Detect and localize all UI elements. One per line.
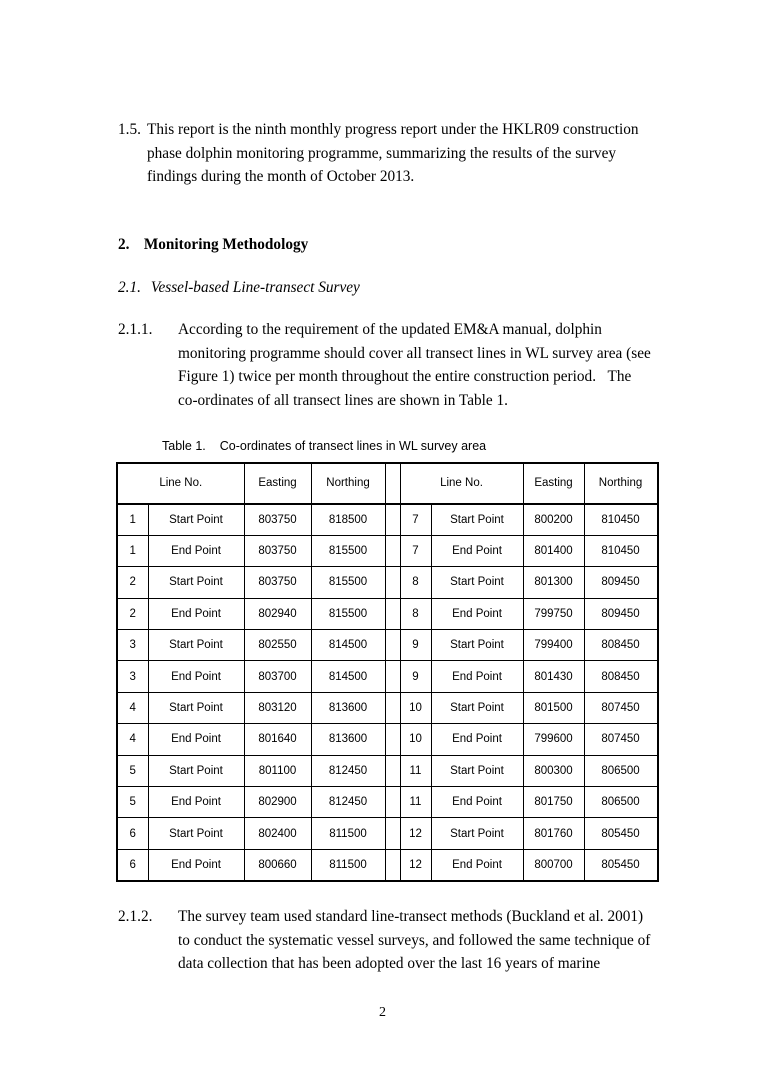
point-type: End Point (148, 787, 244, 818)
spacer-cell (385, 787, 400, 818)
point-type: Start Point (431, 755, 523, 786)
paragraph-number: 1.5. (118, 121, 141, 138)
paragraph-line: The survey team used standard line-transect methods (Buckland et al. 2001) (178, 908, 644, 925)
point-type: Start Point (148, 567, 244, 598)
northing-value: 815500 (311, 598, 385, 629)
page-number: 2 (379, 1005, 386, 1020)
line-number: 8 (400, 598, 431, 629)
paragraph-line: Figure 1) twice per month throughout the entire construction period. The (178, 368, 632, 385)
paragraph-2-1-2 (118, 905, 663, 976)
northing-value: 813600 (311, 692, 385, 723)
point-type: Start Point (148, 755, 244, 786)
line-number: 10 (400, 724, 431, 755)
line-number: 9 (400, 661, 431, 692)
header-easting: Easting (523, 463, 584, 503)
point-type: End Point (148, 849, 244, 880)
easting-value: 801430 (523, 661, 584, 692)
line-number: 1 (117, 504, 148, 535)
northing-value: 810450 (584, 535, 658, 566)
easting-value: 801100 (244, 755, 311, 786)
point-type: Start Point (148, 504, 244, 535)
spacer-cell (385, 755, 400, 786)
point-type: End Point (148, 661, 244, 692)
northing-value: 812450 (311, 755, 385, 786)
paragraph-line: findings during the month of October 2013. (147, 168, 415, 185)
line-number: 6 (117, 849, 148, 880)
header-northing: Northing (584, 463, 658, 503)
table-row (117, 755, 658, 786)
spacer-cell (385, 567, 400, 598)
spacer-cell (385, 598, 400, 629)
table-row (117, 567, 658, 598)
header-easting: Easting (244, 463, 311, 503)
paragraph-1-5 (118, 118, 678, 189)
table-row (117, 787, 658, 818)
northing-value: 813600 (311, 724, 385, 755)
easting-value: 803750 (244, 567, 311, 598)
point-type: End Point (431, 598, 523, 629)
line-number: 2 (117, 598, 148, 629)
spacer-cell (385, 724, 400, 755)
line-number: 3 (117, 630, 148, 661)
paragraph-number: 2.1.1. (118, 321, 153, 338)
header-spacer (385, 463, 400, 503)
header-northing: Northing (311, 463, 385, 503)
easting-value: 801750 (523, 787, 584, 818)
easting-value: 801640 (244, 724, 311, 755)
point-type: End Point (431, 535, 523, 566)
point-type: End Point (148, 724, 244, 755)
northing-value: 805450 (584, 818, 658, 849)
table-row (117, 630, 658, 661)
table-label: Table 1. (162, 439, 206, 453)
point-type: Start Point (431, 504, 523, 535)
paragraph-line: co-ordinates of all transect lines are shown in Table 1. (178, 391, 508, 409)
table-row (117, 504, 658, 535)
northing-value: 814500 (311, 661, 385, 692)
easting-value: 799600 (523, 724, 584, 755)
northing-value: 815500 (311, 567, 385, 598)
spacer-cell (385, 692, 400, 723)
northing-value: 809450 (584, 598, 658, 629)
easting-value: 800660 (244, 849, 311, 880)
northing-value: 814500 (311, 630, 385, 661)
easting-value: 799400 (523, 630, 584, 661)
line-number: 11 (400, 755, 431, 786)
northing-value: 810450 (584, 504, 658, 535)
line-number: 7 (400, 504, 431, 535)
line-number: 1 (117, 535, 148, 566)
northing-value: 811500 (311, 818, 385, 849)
section-heading (118, 233, 308, 257)
line-number: 9 (400, 630, 431, 661)
point-type: Start Point (148, 630, 244, 661)
table-row (117, 724, 658, 755)
line-number: 12 (400, 849, 431, 880)
paragraph-line: phase dolphin monitoring programme, summarizing the results of the survey (147, 144, 617, 162)
line-number: 2 (117, 567, 148, 598)
point-type: End Point (148, 598, 244, 629)
easting-value: 800200 (523, 504, 584, 535)
northing-value: 807450 (584, 724, 658, 755)
subsection-number: 2.1. (118, 279, 141, 296)
point-type: End Point (431, 849, 523, 880)
easting-value: 802550 (244, 630, 311, 661)
northing-value: 809450 (584, 567, 658, 598)
paragraph-2-1-1 (118, 318, 663, 412)
table-row (117, 535, 658, 566)
easting-value: 799750 (523, 598, 584, 629)
point-type: Start Point (431, 818, 523, 849)
line-number: 12 (400, 818, 431, 849)
easting-value: 801400 (523, 535, 584, 566)
paragraph-line: to conduct the systematic vessel surveys, and followed the same technique of (178, 931, 651, 949)
section-title: Monitoring Methodology (143, 236, 309, 253)
line-number: 3 (117, 661, 148, 692)
table-caption (162, 439, 486, 453)
easting-value: 800300 (523, 755, 584, 786)
table-row (117, 818, 658, 849)
paragraph-line: According to the requirement of the updated EM&A manual, dolphin (178, 321, 602, 338)
northing-value: 811500 (311, 849, 385, 880)
northing-value: 818500 (311, 504, 385, 535)
table-caption-text: Co-ordinates of transect lines in WL survey area (219, 439, 487, 453)
easting-value: 802940 (244, 598, 311, 629)
northing-value: 806500 (584, 787, 658, 818)
subsection-heading (118, 276, 360, 300)
table-row (117, 692, 658, 723)
easting-value: 802900 (244, 787, 311, 818)
point-type: Start Point (148, 818, 244, 849)
point-type: Start Point (431, 630, 523, 661)
point-type: Start Point (431, 567, 523, 598)
point-type: End Point (148, 535, 244, 566)
line-number: 5 (117, 787, 148, 818)
northing-value: 812450 (311, 787, 385, 818)
line-number: 7 (400, 535, 431, 566)
table-body (117, 503, 658, 881)
transect-coordinates-table (116, 462, 659, 882)
northing-value: 815500 (311, 535, 385, 566)
easting-value: 803750 (244, 504, 311, 535)
easting-value: 803700 (244, 661, 311, 692)
easting-value: 802400 (244, 818, 311, 849)
spacer-cell (385, 535, 400, 566)
easting-value: 801500 (523, 692, 584, 723)
easting-value: 803120 (244, 692, 311, 723)
point-type: End Point (431, 724, 523, 755)
section-number: 2. (118, 236, 130, 253)
paragraph-line: monitoring programme should cover all transect lines in WL survey area (see (178, 344, 651, 362)
line-number: 4 (117, 692, 148, 723)
table-row (117, 598, 658, 629)
header-line-no: Line No. (117, 463, 244, 503)
northing-value: 807450 (584, 692, 658, 723)
table-row (117, 849, 658, 880)
paragraph-number: 2.1.2. (118, 908, 153, 925)
point-type: Start Point (431, 692, 523, 723)
spacer-cell (385, 818, 400, 849)
table-row (117, 661, 658, 692)
paragraph-line: This report is the ninth monthly progress report under the HKLR09 construction (147, 121, 639, 138)
easting-value: 801300 (523, 567, 584, 598)
line-number: 6 (117, 818, 148, 849)
northing-value: 806500 (584, 755, 658, 786)
spacer-cell (385, 661, 400, 692)
spacer-cell (385, 849, 400, 880)
header-line-no: Line No. (400, 463, 523, 503)
paragraph-line: data collection that has been adopted over the last 16 years of marine (178, 955, 601, 972)
line-number: 11 (400, 787, 431, 818)
point-type: Start Point (148, 692, 244, 723)
northing-value: 808450 (584, 630, 658, 661)
point-type: End Point (431, 787, 523, 818)
line-number: 10 (400, 692, 431, 723)
point-type: End Point (431, 661, 523, 692)
easting-value: 801760 (523, 818, 584, 849)
easting-value: 800700 (523, 849, 584, 880)
subsection-title: Vessel-based Line-transect Survey (150, 279, 360, 296)
northing-value: 805450 (584, 849, 658, 880)
line-number: 5 (117, 755, 148, 786)
table-header-row (117, 463, 658, 503)
easting-value: 803750 (244, 535, 311, 566)
spacer-cell (385, 504, 400, 535)
line-number: 8 (400, 567, 431, 598)
spacer-cell (385, 630, 400, 661)
northing-value: 808450 (584, 661, 658, 692)
line-number: 4 (117, 724, 148, 755)
